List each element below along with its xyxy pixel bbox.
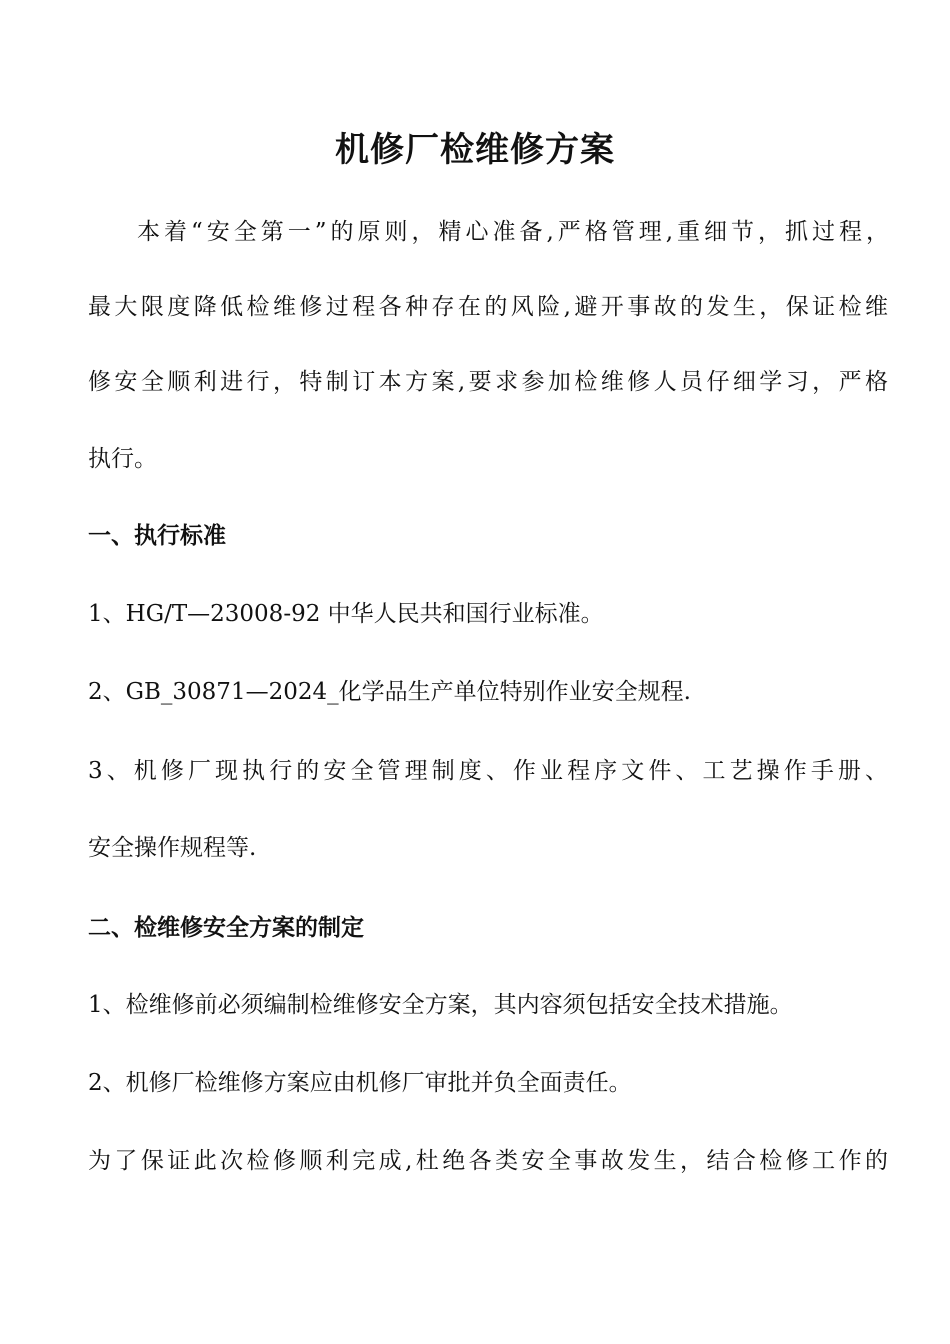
intro-line-3: 修安全顺利进行，特制订本方案,要求参加检维修人员仔细学习，严格	[88, 369, 888, 395]
intro-line-1: 本着“安全第一”的原则，精心准备,严格管理,重细节，抓过程，	[137, 219, 889, 245]
document-title: 机修厂检维修方案	[335, 130, 615, 170]
section-heading-plan: 二、检维修安全方案的制定	[88, 915, 364, 941]
standard-item-3-line-2: 安全操作规程等.	[88, 835, 257, 861]
standard-item-2: 2、GB_30871—2024_化学品生产单位特别作业安全规程.	[88, 679, 691, 705]
standard-item-1: 1、HG/T—23008-92 中华人民共和国行业标准。	[88, 601, 604, 627]
plan-paragraph-line-1: 为了保证此次检修顺利完成,杜绝各类安全事故发生，结合检修工作的	[88, 1148, 888, 1174]
section-heading-standards: 一、执行标准	[88, 523, 226, 549]
plan-item-1: 1、检维修前必须编制检维修安全方案，其内容须包括安全技术措施。	[88, 992, 793, 1018]
plan-item-2: 2、机修厂检维修方案应由机修厂审批并负全面责任。	[88, 1070, 632, 1096]
intro-line-2: 最大限度降低检维修过程各种存在的风险,避开事故的发生，保证检维	[88, 294, 888, 320]
standard-item-3-line-1: 3、机修厂现执行的安全管理制度、作业程序文件、工艺操作手册、	[88, 758, 888, 784]
intro-line-4: 执行。	[88, 446, 157, 472]
